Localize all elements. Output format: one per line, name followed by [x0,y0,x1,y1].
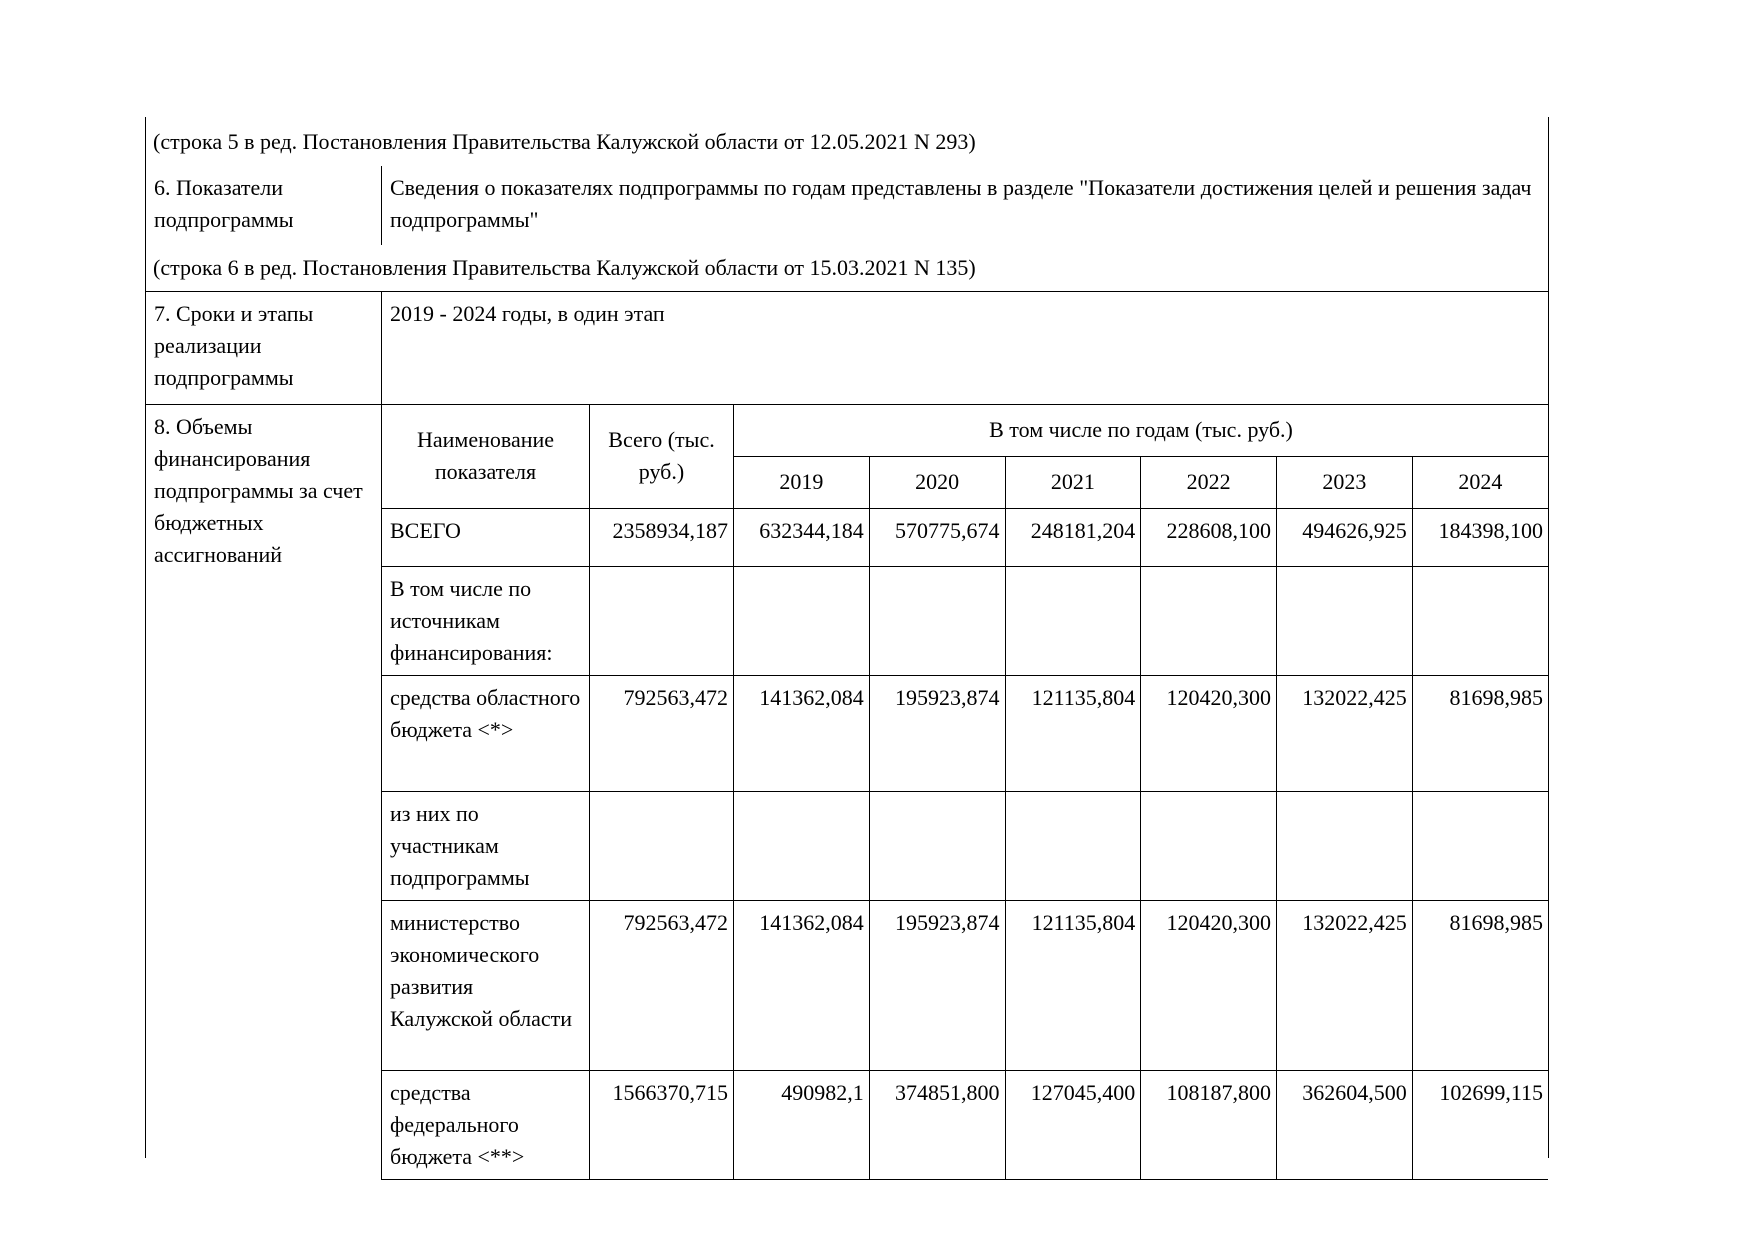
year-value-cell: 132022,425 [1277,675,1413,791]
year-value-cell: 141362,084 [734,675,870,791]
row-7-value-cell [381,292,1548,404]
year-value-cell [869,566,1005,675]
amendment-note-5-text: (строка 5 в ред. Постановления Правительства Калужской области от 12.05.2021 N 293) [153,128,976,154]
row-8-label: 8. Объемы финансирования подпрограммы за счет бюджетных ассигнований [154,414,363,567]
row-8-financing [146,405,1548,1169]
year-value-cell [1277,566,1413,675]
year-value-cell [1277,791,1413,900]
year-value-cell: 120420,300 [1141,675,1277,791]
row-6-value: Сведения о показателях подпрограммы по годам представлены в разделе "Показатели достижения целей и решения задач подпрограммы" [390,175,1532,232]
row-7-label: 7. Сроки и этапы реализации подпрограммы [154,301,314,390]
year-value-cell: 121135,804 [1005,900,1141,1070]
year-value-cell: 121135,804 [1005,675,1141,791]
year-value-cell: 494626,925 [1277,508,1413,566]
year-value-cell: 81698,985 [1412,675,1548,791]
year-value-cell [869,791,1005,900]
total-value-cell: 792563,472 [590,900,734,1070]
total-value-cell: 2358934,187 [590,508,734,566]
financing-row-regional-budget [382,675,1549,791]
row-7-terms [146,292,1548,405]
year-value-cell: 374851,800 [869,1070,1005,1179]
year-header-2023: 2023 [1277,456,1413,508]
total-value-cell [590,791,734,900]
row-7-label-cell [146,292,381,404]
financing-row-ministry [382,900,1549,1070]
year-value-cell [1412,791,1548,900]
total-value-cell: 792563,472 [590,675,734,791]
amendment-note-6-text: (строка 6 в ред. Постановления Правительства Калужской области от 15.03.2021 N 135) [153,255,976,280]
year-header-2020: 2020 [869,456,1005,508]
year-header-2022: 2022 [1141,456,1277,508]
row-6-label: 6. Показатели подпрограммы [154,175,294,232]
financing-header-row-1 [382,405,1549,456]
amendment-note-row-5 [146,117,1548,166]
total-value-cell [590,566,734,675]
financing-row-sources [382,566,1549,675]
year-header-2019: 2019 [734,456,870,508]
indicator-name-cell: из них по участникам подпрограммы [382,791,590,900]
year-value-cell [1412,566,1548,675]
year-value-cell [1141,566,1277,675]
row-6-indicators [146,166,1548,245]
year-value-cell: 195923,874 [869,675,1005,791]
year-value-cell [1005,791,1141,900]
year-value-cell: 228608,100 [1141,508,1277,566]
year-value-cell: 120420,300 [1141,900,1277,1070]
years-group-header: В том числе по годам (тыс. руб.) [734,405,1549,456]
indicator-name-cell: средства областного бюджета <*> [382,675,590,791]
financing-row-total [382,508,1549,566]
year-value-cell: 102699,115 [1412,1070,1548,1179]
year-header-2021: 2021 [1005,456,1141,508]
year-value-cell: 141362,084 [734,900,870,1070]
row-6-label-cell [146,166,381,245]
year-value-cell [1141,791,1277,900]
row-6-value-cell [381,166,1548,245]
col-header-total: Всего (тыс. руб.) [590,405,734,508]
subprogram-passport-table [145,117,1549,1169]
year-value-cell: 570775,674 [869,508,1005,566]
year-header-2024: 2024 [1412,456,1548,508]
year-value-cell: 362604,500 [1277,1070,1413,1179]
year-value-cell [734,791,870,900]
year-value-cell: 248181,204 [1005,508,1141,566]
financing-row-participants [382,791,1549,900]
total-value-cell: 1566370,715 [590,1070,734,1179]
year-value-cell: 108187,800 [1141,1070,1277,1179]
row-8-label-cell [146,405,381,1158]
indicator-name-cell: средства федерального бюджета <**> [382,1070,590,1179]
year-value-cell: 132022,425 [1277,900,1413,1070]
year-value-cell: 490982,1 [734,1070,870,1179]
year-value-cell: 632344,184 [734,508,870,566]
year-value-cell [1005,566,1141,675]
year-value-cell: 184398,100 [1412,508,1548,566]
col-header-indicator-name: Наименование показателя [382,405,590,508]
financing-table [381,405,1548,1180]
year-value-cell: 81698,985 [1412,900,1548,1070]
year-value-cell [734,566,870,675]
indicator-name-cell: министерство экономического развития Калужской области [382,900,590,1070]
row-7-value: 2019 - 2024 годы, в один этап [390,301,665,326]
indicator-name-cell: В том числе по источникам финансирования: [382,566,590,675]
amendment-note-row-6 [146,245,1548,292]
year-value-cell: 195923,874 [869,900,1005,1070]
indicator-name-cell: ВСЕГО [382,508,590,566]
year-value-cell: 127045,400 [1005,1070,1141,1179]
financing-row-federal-budget [382,1070,1549,1179]
